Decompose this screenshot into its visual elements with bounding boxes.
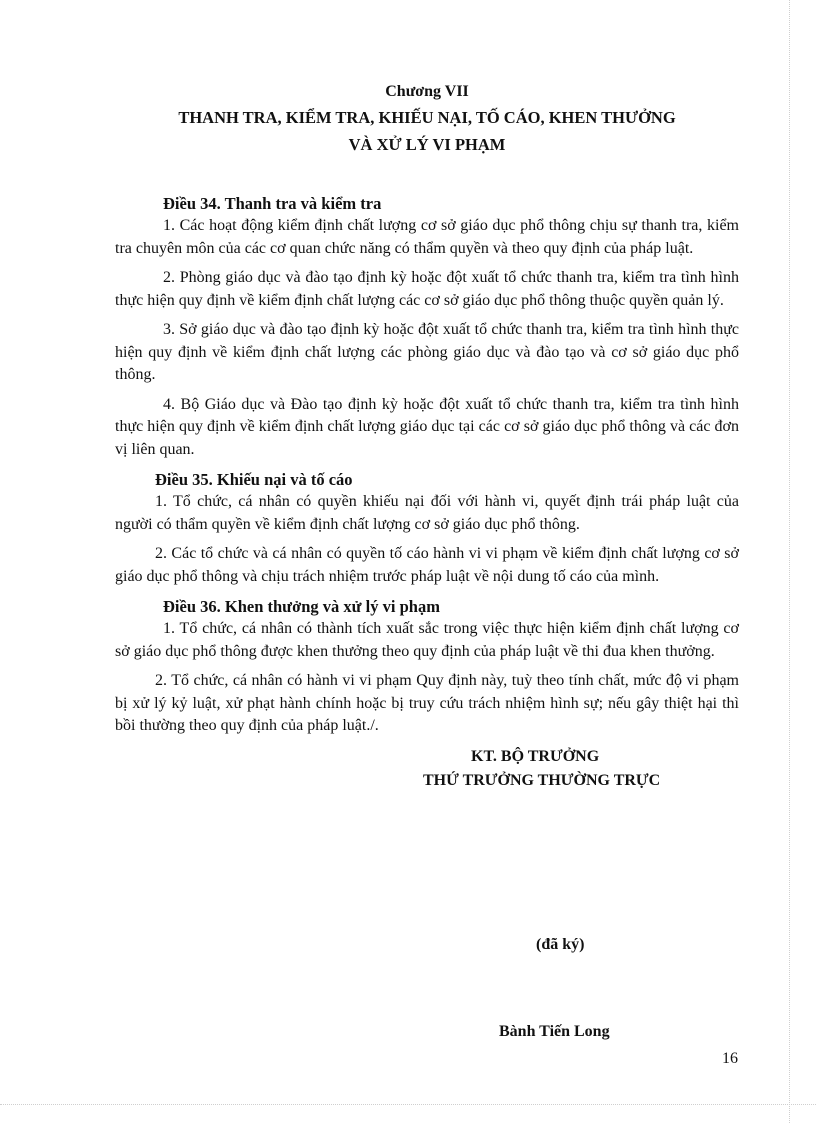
- article-36-clause-1: 1. Tổ chức, cá nhân có thành tích xuất sắc trong việc thực hiện kiểm định chất lượng cơ sở giáo dục phổ thông được khen thưởng theo quy định của pháp luật về thi đua khen thưởng.: [115, 620, 739, 660]
- page-number: 16: [722, 1050, 738, 1067]
- article-34-clause-1: 1. Các hoạt động kiểm định chất lượng cơ sở giáo dục phổ thông chịu sự thanh tra, kiểm tra chuyên môn của các cơ quan chức năng có thẩm quyền và theo quy định của pháp luật.: [115, 217, 739, 257]
- article-34-title: Điều 34. Thanh tra và kiểm tra: [163, 194, 382, 213]
- article-35-clause-2: 2. Các tổ chức và cá nhân có quyền tố cáo hành vi vi phạm về kiểm định chất lượng cơ sở giáo dục phổ thông và chịu trách nhiệm trước pháp luật về nội dung tố cáo của mình.: [115, 545, 739, 585]
- article-34-clause-3: 3. Sở giáo dục và đào tạo định kỳ hoặc đột xuất tổ chức thanh tra, kiểm tra tình hình thực hiện quy định về kiểm định chất lượng các phòng giáo dục và đào tạo và cơ sở giáo dục phổ thông.: [115, 321, 739, 383]
- article-36-title: Điều 36. Khen thưởng và xử lý vi phạm: [163, 597, 440, 616]
- chapter-title-line-2: VÀ XỬ LÝ VI PHẠM: [348, 135, 506, 154]
- document-page: [115, 78, 739, 1040]
- article-36-clause-2: 2. Tổ chức, cá nhân có hành vi vi phạm Quy định này, tuỳ theo tính chất, mức độ vi phạm bị xử lý kỷ luật, xử phạt hành chính hoặc bị truy cứu trách nhiệm hình sự; nếu gây thiệt hại thì bồi thường theo quy định của pháp luật./.: [115, 672, 739, 734]
- chapter-heading: [115, 80, 739, 158]
- signed-note: (đã ký): [536, 936, 585, 953]
- signature-title-minister: KT. BỘ TRƯỞNG: [471, 747, 600, 765]
- chapter-number: Chương VII: [385, 83, 469, 100]
- signature-block: [115, 745, 739, 793]
- article-35-clause-1: 1. Tổ chức, cá nhân có quyền khiếu nại đối với hành vi, quyết định trái pháp luật của người có thẩm quyền về kiểm định chất lượng cơ sở giáo dục phổ thông.: [115, 493, 739, 533]
- article-34-clause-2: 2. Phòng giáo dục và đào tạo định kỳ hoặc đột xuất tổ chức thanh tra, kiểm tra tình hình thực hiện quy định về kiểm định chất lượng các cơ sở giáo dục phổ thông thuộc quyền quản lý.: [115, 269, 739, 309]
- page-edge-bottom: [0, 1104, 816, 1105]
- signature-title-deputy: THỨ TRƯỞNG THƯỜNG TRỰC: [423, 771, 661, 789]
- signer-name: Bành Tiến Long: [499, 1023, 610, 1040]
- chapter-title-line-1: THANH TRA, KIỂM TRA, KHIẾU NẠI, TỐ CÁO, KHEN THƯỞNG: [178, 108, 676, 127]
- page-edge-right: [789, 0, 790, 1123]
- article-35-title: Điều 35. Khiếu nại và tố cáo: [155, 470, 353, 489]
- article-34-clause-4: 4. Bộ Giáo dục và Đào tạo định kỳ hoặc đột xuất tổ chức thanh tra, kiểm tra tình hình thực hiện quy định về kiểm định chất lượng giáo dục tại các cơ sở giáo dục phổ thông và các đơn vị liên quan.: [115, 395, 739, 458]
